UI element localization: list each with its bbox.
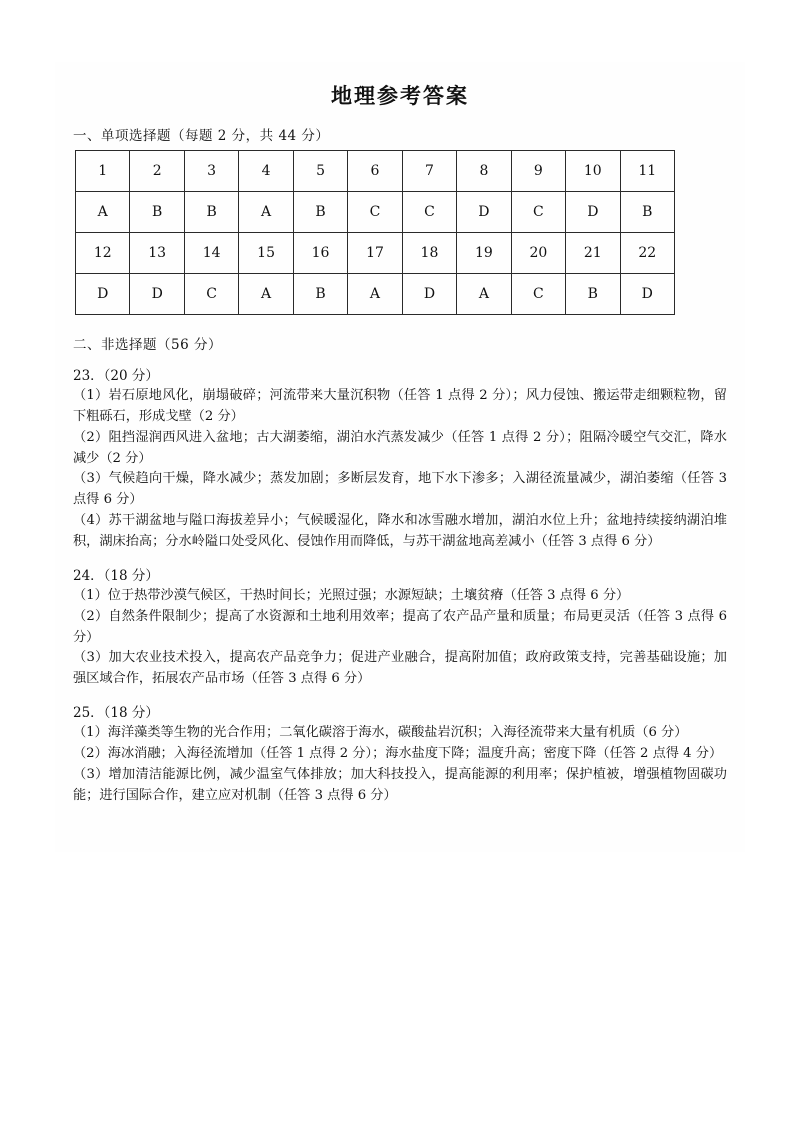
question-block-23: [73, 364, 727, 553]
table-cell: 1: [76, 151, 130, 192]
table-cell: C: [511, 192, 565, 233]
table-cell: 15: [239, 233, 293, 274]
table-cell: 22: [620, 233, 674, 274]
table-cell: D: [566, 192, 620, 233]
answer-table: [75, 150, 675, 315]
question-block-25: [73, 701, 727, 806]
table-cell: 7: [402, 151, 456, 192]
table-cell: 12: [76, 233, 130, 274]
table-cell: 13: [130, 233, 184, 274]
answer-text: （2）阻挡湿润西风进入盆地；古大湖萎缩，湖泊水汽蒸发减少（任答 1 点得 2 分）；阻隔冷暖空气交汇，降水减少（2 分）: [73, 429, 727, 466]
table-row: [76, 233, 675, 274]
table-cell: 6: [348, 151, 402, 192]
table-cell: A: [239, 274, 293, 315]
table-cell: 20: [511, 233, 565, 274]
table-cell: A: [239, 192, 293, 233]
table-row: [76, 192, 675, 233]
table-cell: 4: [239, 151, 293, 192]
table-cell: 14: [184, 233, 238, 274]
table-cell: 11: [620, 151, 674, 192]
table-cell: D: [76, 274, 130, 315]
table-cell: C: [402, 192, 456, 233]
answer-text: （2）自然条件限制少；提高了水资源和土地利用效率；提高了农产品产量和质量；布局更灵活（任答 3 点得 6 分）: [73, 608, 727, 645]
table-row: [76, 274, 675, 315]
question-number-24: 24．（18 分）: [73, 567, 159, 584]
table-cell: B: [293, 192, 347, 233]
table-cell: 8: [457, 151, 511, 192]
question-block-24: [73, 564, 727, 690]
answer-text: （1）海洋藻类等生物的光合作用；二氧化碳溶于海水，碳酸盐岩沉积；入海径流带来大量有机质（6 分）: [73, 725, 688, 741]
table-cell: B: [184, 192, 238, 233]
answer-text: （3）气候趋向干燥，降水减少；蒸发加剧；多断层发育，地下水下渗多；入湖径流量减少，湖泊萎缩（任答 3 点得 6 分）: [73, 471, 727, 508]
table-cell: D: [402, 274, 456, 315]
table-cell: C: [184, 274, 238, 315]
answer-text: （3）加大农业技术投入，提高农产品竞争力；促进产业融合，提高附加值；政府政策支持，完善基础设施；加强区域合作，拓展农产品市场（任答 3 点得 6 分）: [73, 650, 727, 687]
table-cell: D: [457, 192, 511, 233]
section-heading-multiple-choice: 一、单项选择题（每题 2 分，共 44 分）: [73, 128, 330, 144]
table-cell: A: [76, 192, 130, 233]
table-cell: 17: [348, 233, 402, 274]
table-cell: B: [620, 192, 674, 233]
table-cell: B: [130, 192, 184, 233]
table-cell: C: [511, 274, 565, 315]
page-title: 地理参考答案: [331, 83, 469, 108]
table-cell: 3: [184, 151, 238, 192]
table-cell: B: [293, 274, 347, 315]
table-cell: D: [130, 274, 184, 315]
answer-text: （3）增加清洁能源比例，减少温室气体排放；加大科技投入，提高能源的利用率；保护植被，增强植物固碳功能；进行国际合作，建立应对机制（任答 3 点得 6 分）: [73, 766, 727, 803]
answer-sheet: [55, 62, 745, 852]
table-cell: 18: [402, 233, 456, 274]
table-cell: 9: [511, 151, 565, 192]
table-cell: D: [620, 274, 674, 315]
table-cell: A: [457, 274, 511, 315]
table-cell: 19: [457, 233, 511, 274]
table-cell: A: [348, 274, 402, 315]
table-cell: 5: [293, 151, 347, 192]
table-cell: 2: [130, 151, 184, 192]
question-number-23: 23．（20 分）: [73, 368, 159, 384]
table-cell: 21: [566, 233, 620, 274]
answer-text: （2）海冰消融；入海径流增加（任答 1 点得 2 分）；海水盐度下降；温度升高；密度下降（任答 2 点得 4 分）: [73, 746, 723, 762]
table-cell: 10: [566, 151, 620, 192]
table-cell: B: [566, 274, 620, 315]
table-cell: 16: [293, 233, 347, 274]
question-number-25: 25．（18 分）: [73, 705, 159, 722]
section-heading-free-response: 二、非选择题（56 分）: [73, 337, 222, 353]
answer-text: （1）位于热带沙漠气候区，干热时间长；光照过强；水源短缺；土壤贫瘠（任答 3 点得 6 分）: [73, 587, 630, 603]
table-cell: C: [348, 192, 402, 233]
answer-text: （4）苏干湖盆地与隘口海拔差异小；气候暖湿化，降水和冰雪融水增加，湖泊水位上升；盆地持续接纳湖泊堆积，湖床抬高；分水岭隘口处受风化、侵蚀作用而降低，与苏干湖盆地高差减小（任答 3 点得 6 分）: [73, 513, 727, 550]
answer-text: （1）岩石原地风化，崩塌破碎；河流带来大量沉积物（任答 1 点得 2 分）；风力侵蚀、搬运带走细颗粒物，留下粗砾石，形成戈壁（2 分）: [73, 388, 727, 424]
table-row: [76, 151, 675, 192]
